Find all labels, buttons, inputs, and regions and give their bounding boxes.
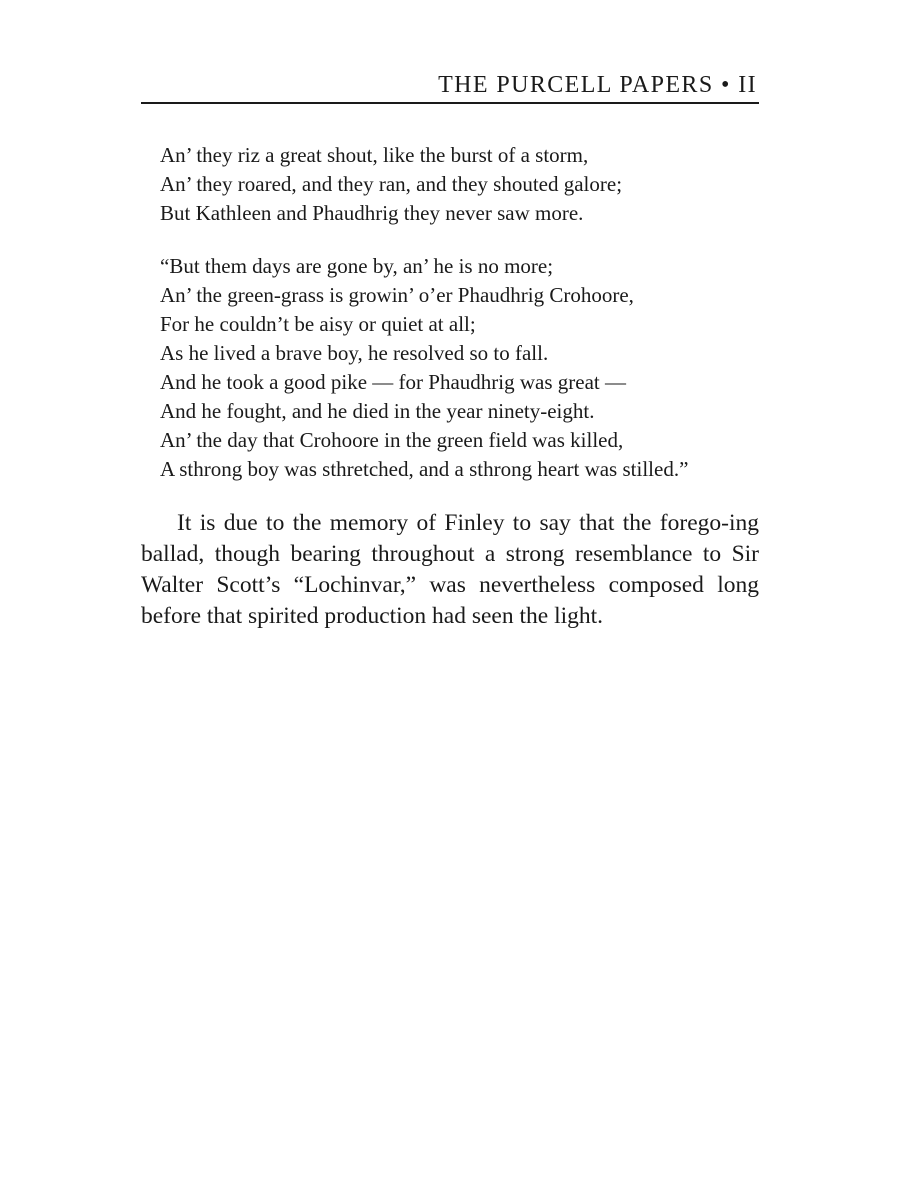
separator-bullet: • xyxy=(720,72,731,98)
book-title: THE PURCELL PAPERS xyxy=(438,72,714,98)
verse-line: A sthrong boy was sthretched, and a sthrong heart was stilled.” xyxy=(160,457,689,481)
verse-line: An’ they roared, and they ran, and they shouted galore; xyxy=(160,172,623,196)
verse-line: And he fought, and he died in the year ninety-eight. xyxy=(160,399,595,423)
running-head xyxy=(141,66,759,104)
verse-line: An’ the day that Crohoore in the green field was killed, xyxy=(160,428,624,452)
verse-line: But Kathleen and Phaudhrig they never saw more. xyxy=(160,201,584,225)
verse-line: For he couldn’t be aisy or quiet at all; xyxy=(160,312,476,336)
running-head-text xyxy=(438,73,757,97)
verse-line: And he took a good pike — for Phaudhrig was great — xyxy=(160,370,626,394)
prose-paragraph: It is due to the memory of Finley to say that the forego-ing ballad, though bearing throughout a strong resemblance to Sir Walter Scott’s “Lochinvar,” was nevertheless composed long before that spirited production had seen the light. xyxy=(141,510,759,629)
verse-line: As he lived a brave boy, he resolved so to fall. xyxy=(160,341,549,365)
page-number: II xyxy=(738,72,757,98)
verse-line: An’ they riz a great shout, like the burst of a storm, xyxy=(160,143,589,167)
verse-line: “But them days are gone by, an’ he is no more; xyxy=(160,254,554,278)
poem-stanza-1 xyxy=(160,141,760,228)
verse-line: An’ the green-grass is growin’ o’er Phaudhrig Crohoore, xyxy=(160,283,634,307)
poem-stanza-2 xyxy=(160,252,760,484)
